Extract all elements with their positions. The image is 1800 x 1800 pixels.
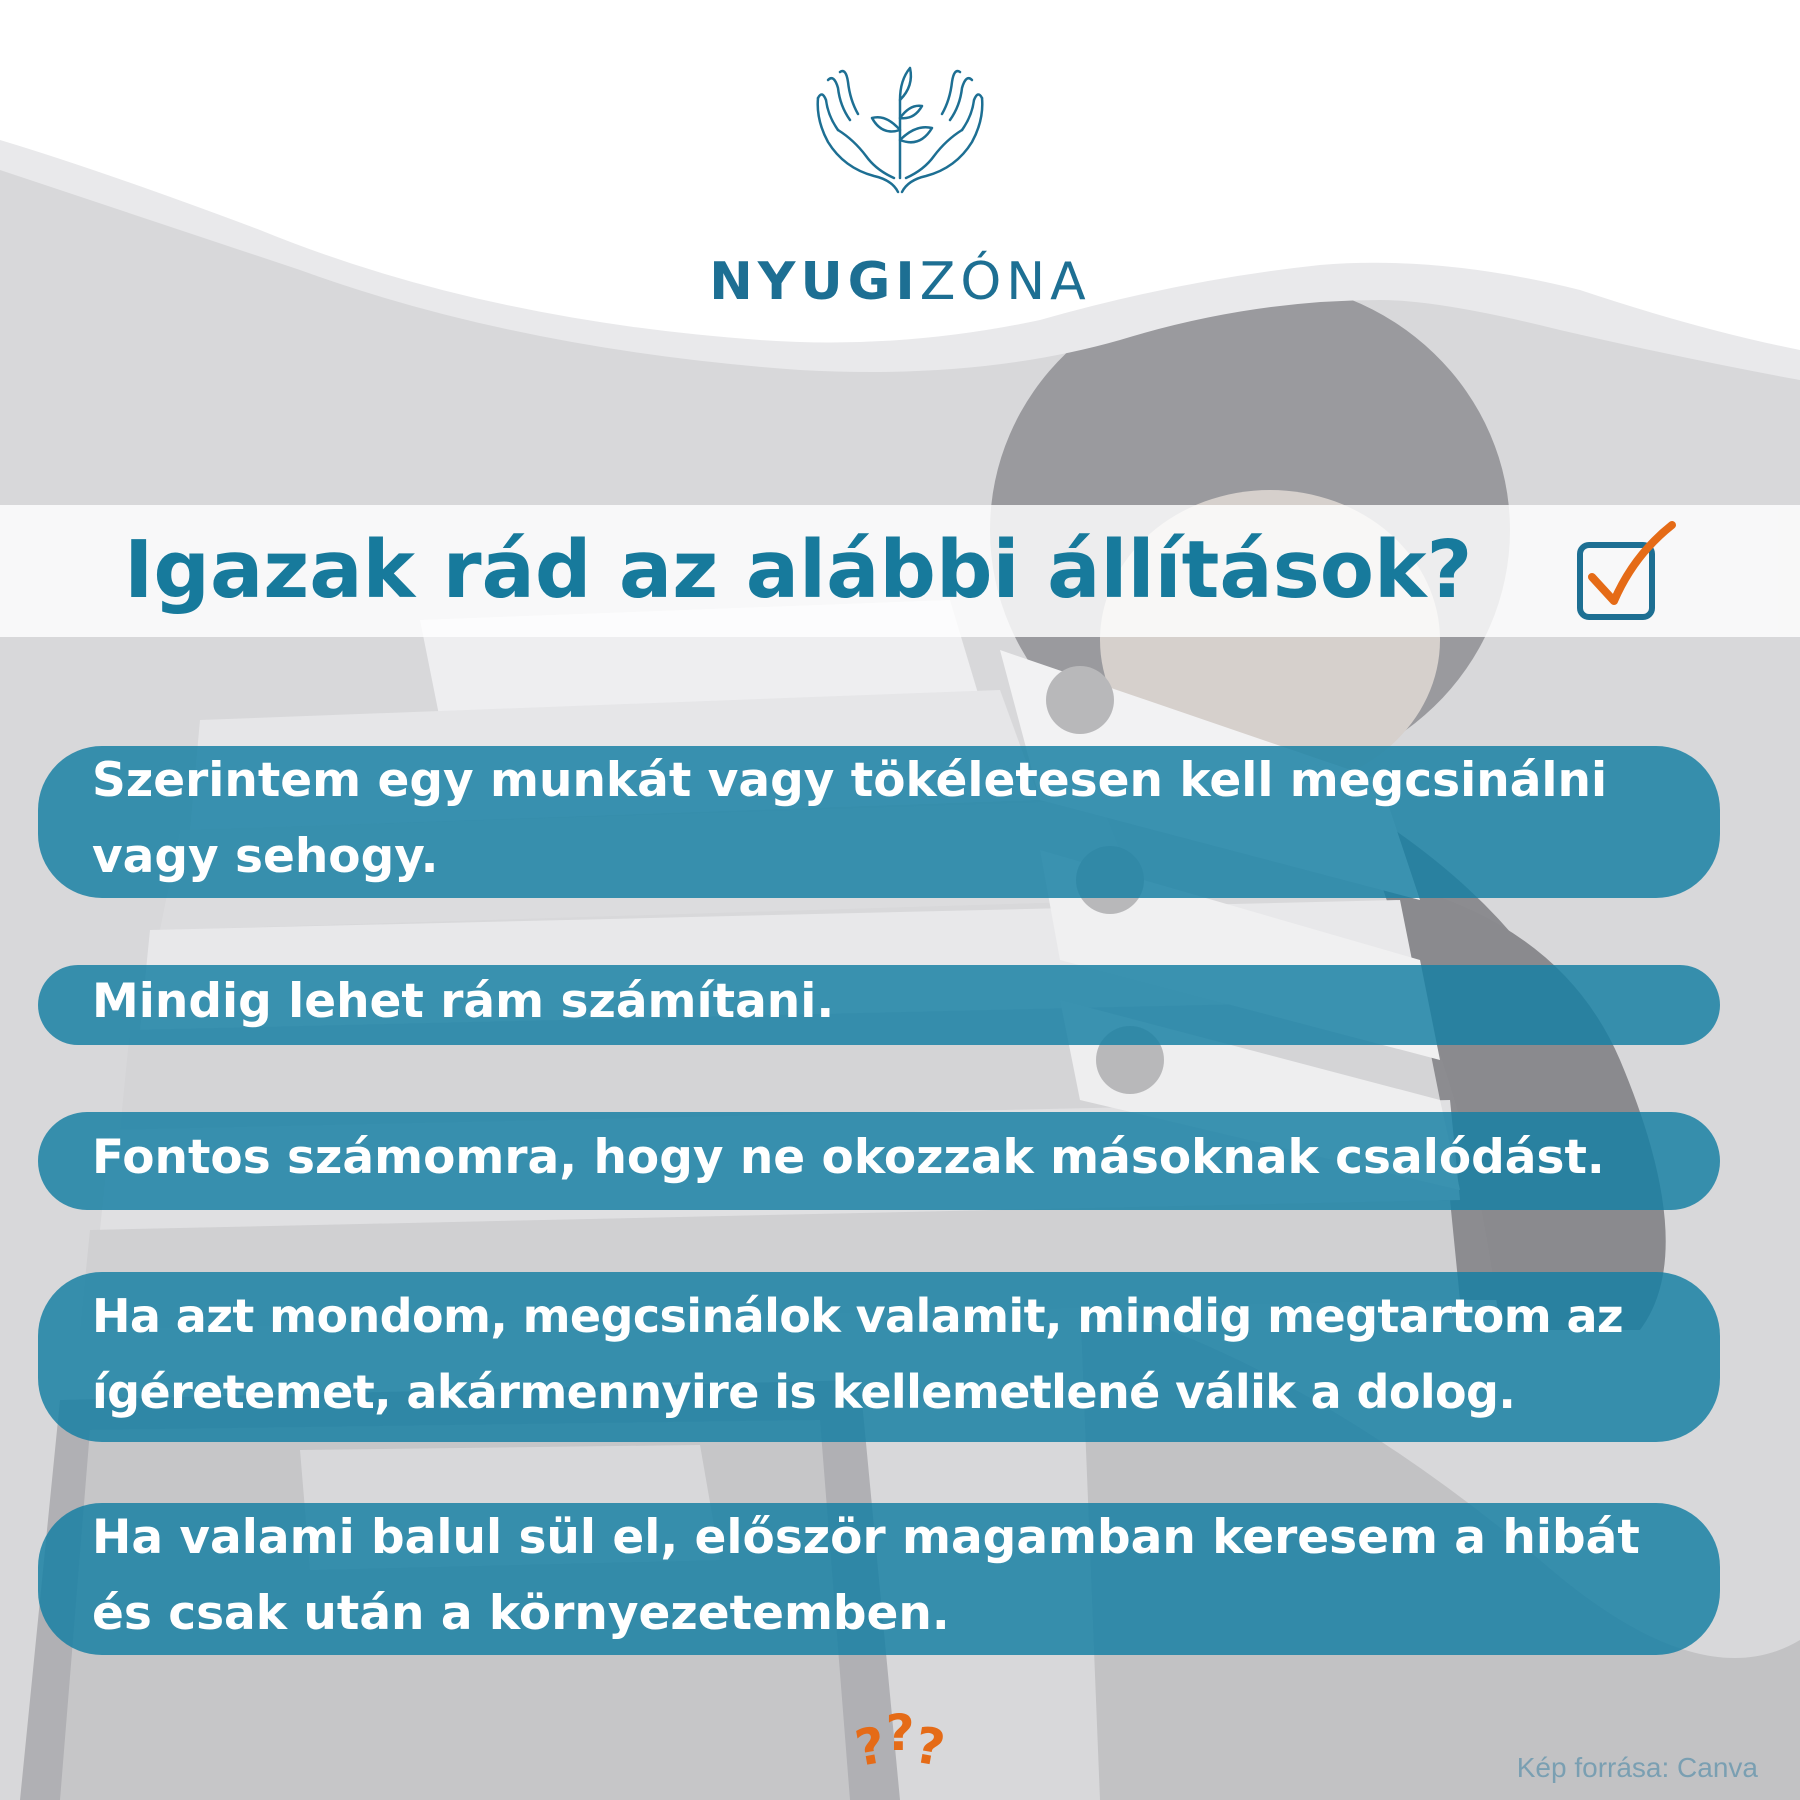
brand-name-bold: NYUGI [709, 252, 920, 312]
brand-logo [0, 60, 1800, 312]
statement-3-text: Fontos számomra, hogy ne okozzak másoknak csalódást. [92, 1130, 1605, 1185]
brand-name-light: ZÓNA [919, 252, 1091, 312]
statement-2-text: Mindig lehet rám számítani. [92, 974, 835, 1029]
statement-5-text: Ha valami balul sül el, először magamban keresem a hibát és csak után a környezetemben. [92, 1510, 1640, 1641]
statement-2 [38, 965, 1720, 1045]
question-mark: ? [909, 1715, 949, 1778]
statement-1 [38, 746, 1720, 898]
statement-4 [38, 1272, 1720, 1442]
question-mark: ? [851, 1715, 891, 1778]
statement-5 [38, 1503, 1720, 1655]
question-marks [820, 1704, 980, 1778]
checkbox-checked-icon [1572, 515, 1682, 625]
question-mark: ? [885, 1704, 915, 1762]
statement-1-text: Szerintem egy munkát vagy tökéletesen kell megcsinálni vagy sehogy. [92, 753, 1608, 884]
statement-3 [38, 1112, 1720, 1210]
hands-with-sprout-icon [810, 60, 990, 200]
statement-4-text: Ha azt mondom, megcsinálok valamit, mindig megtartom az ígéretemet, akármennyire is kellemetlené válik a dolog. [92, 1289, 1624, 1419]
image-credit: Kép forrása: Canva [1516, 1752, 1758, 1783]
page-title: Igazak rád az alábbi állítások? [124, 524, 1473, 616]
brand-name [0, 252, 1800, 312]
